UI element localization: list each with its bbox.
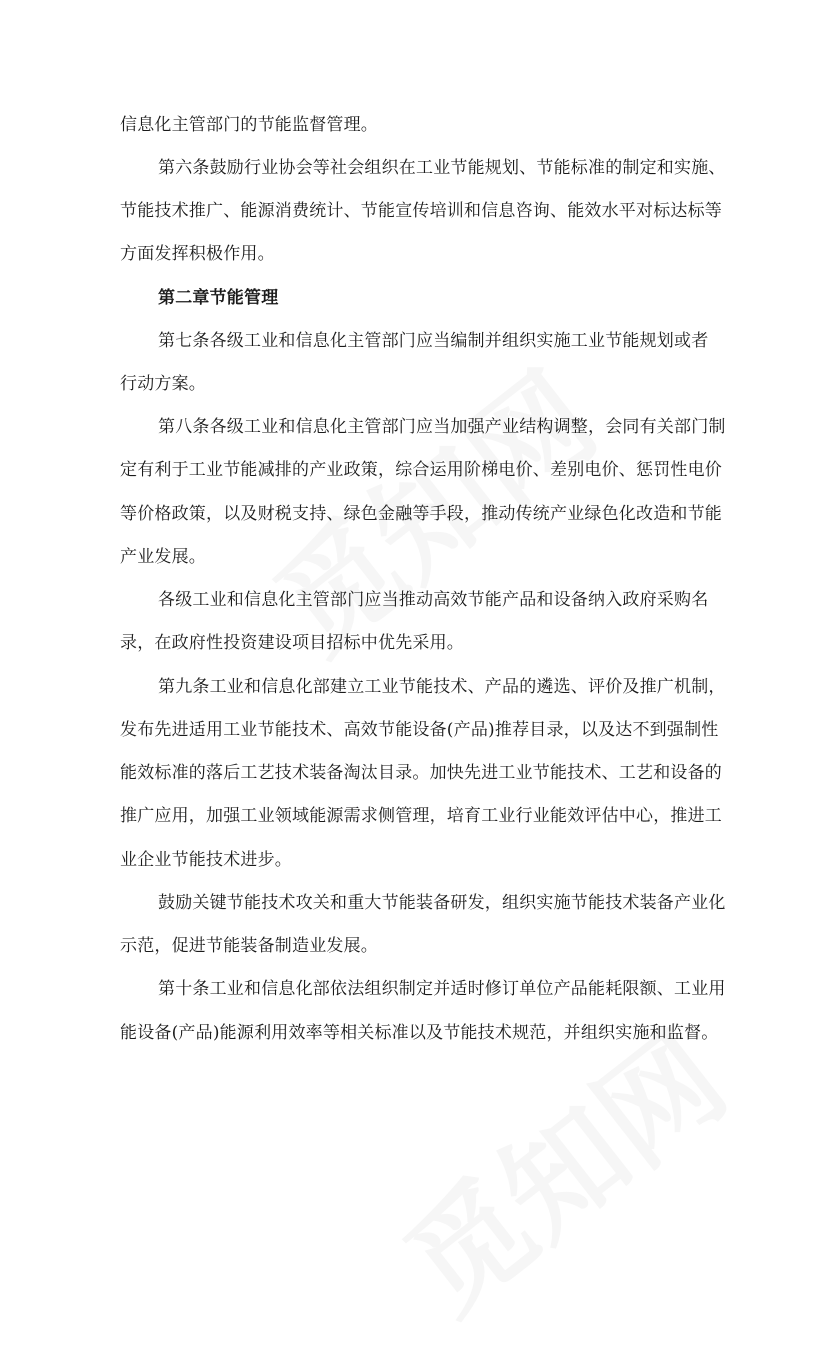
paragraph-line: 示范，促进节能装备制造业发展。 bbox=[120, 936, 378, 956]
article-9-line: 第九条工业和信息化部建立工业节能技术、产品的遴选、评价及推广机制， bbox=[158, 677, 726, 697]
paragraph-line: 方面发挥积极作用。 bbox=[120, 244, 275, 264]
paragraph-line: 行动方案。 bbox=[120, 374, 206, 394]
article-8-line: 第八条各级工业和信息化主管部门应当加强产业结构调整，会同有关部门制 bbox=[158, 417, 726, 437]
paragraph-line: 信息化主管部门的节能监督管理。 bbox=[120, 115, 378, 135]
paragraph-line: 录，在政府性投资建设项目招标中优先采用。 bbox=[120, 633, 464, 653]
article-6-line: 第六条鼓励行业协会等社会组织在工业节能规划、节能标准的制定和实施、 bbox=[158, 158, 726, 178]
paragraph-line: 产业发展。 bbox=[120, 547, 206, 567]
paragraph-line: 各级工业和信息化主管部门应当推动高效节能产品和设备纳入政府采购名 bbox=[158, 590, 709, 610]
paragraph-line: 能效标准的落后工艺技术装备淘汰目录。加快先进工业节能技术、工艺和设备的 bbox=[120, 763, 722, 783]
paragraph-line: 鼓励关键节能技术攻关和重大节能装备研发，组织实施节能技术装备产业化 bbox=[158, 893, 726, 913]
paragraph-line: 业企业节能技术进步。 bbox=[120, 850, 292, 870]
article-10-line: 第十条工业和信息化部依法组织制定并适时修订单位产品能耗限额、工业用 bbox=[158, 979, 726, 999]
chapter-heading: 第二章节能管理 bbox=[158, 288, 279, 308]
paragraph-line: 定有利于工业节能减排的产业政策，综合运用阶梯电价、差别电价、惩罚性电价 bbox=[120, 460, 722, 480]
article-7-line: 第七条各级工业和信息化主管部门应当编制并组织实施工业节能规划或者 bbox=[158, 331, 709, 351]
paragraph-line: 等价格政策，以及财税支持、绿色金融等手段，推动传统产业绿色化改造和节能 bbox=[120, 504, 722, 524]
paragraph-line: 节能技术推广、能源消费统计、节能宣传培训和信息咨询、能效水平对标达标等 bbox=[120, 201, 722, 221]
paragraph-line: 能设备(产品)能源利用效率等相关标准以及节能技术规范，并组织实施和监督。 bbox=[120, 1023, 719, 1043]
paragraph-line: 发布先进适用工业节能技术、高效节能设备(产品)推荐目录，以及达不到强制性 bbox=[120, 720, 719, 740]
paragraph-line: 推广应用，加强工业领域能源需求侧管理，培育工业行业能效评估中心，推进工 bbox=[120, 806, 722, 826]
